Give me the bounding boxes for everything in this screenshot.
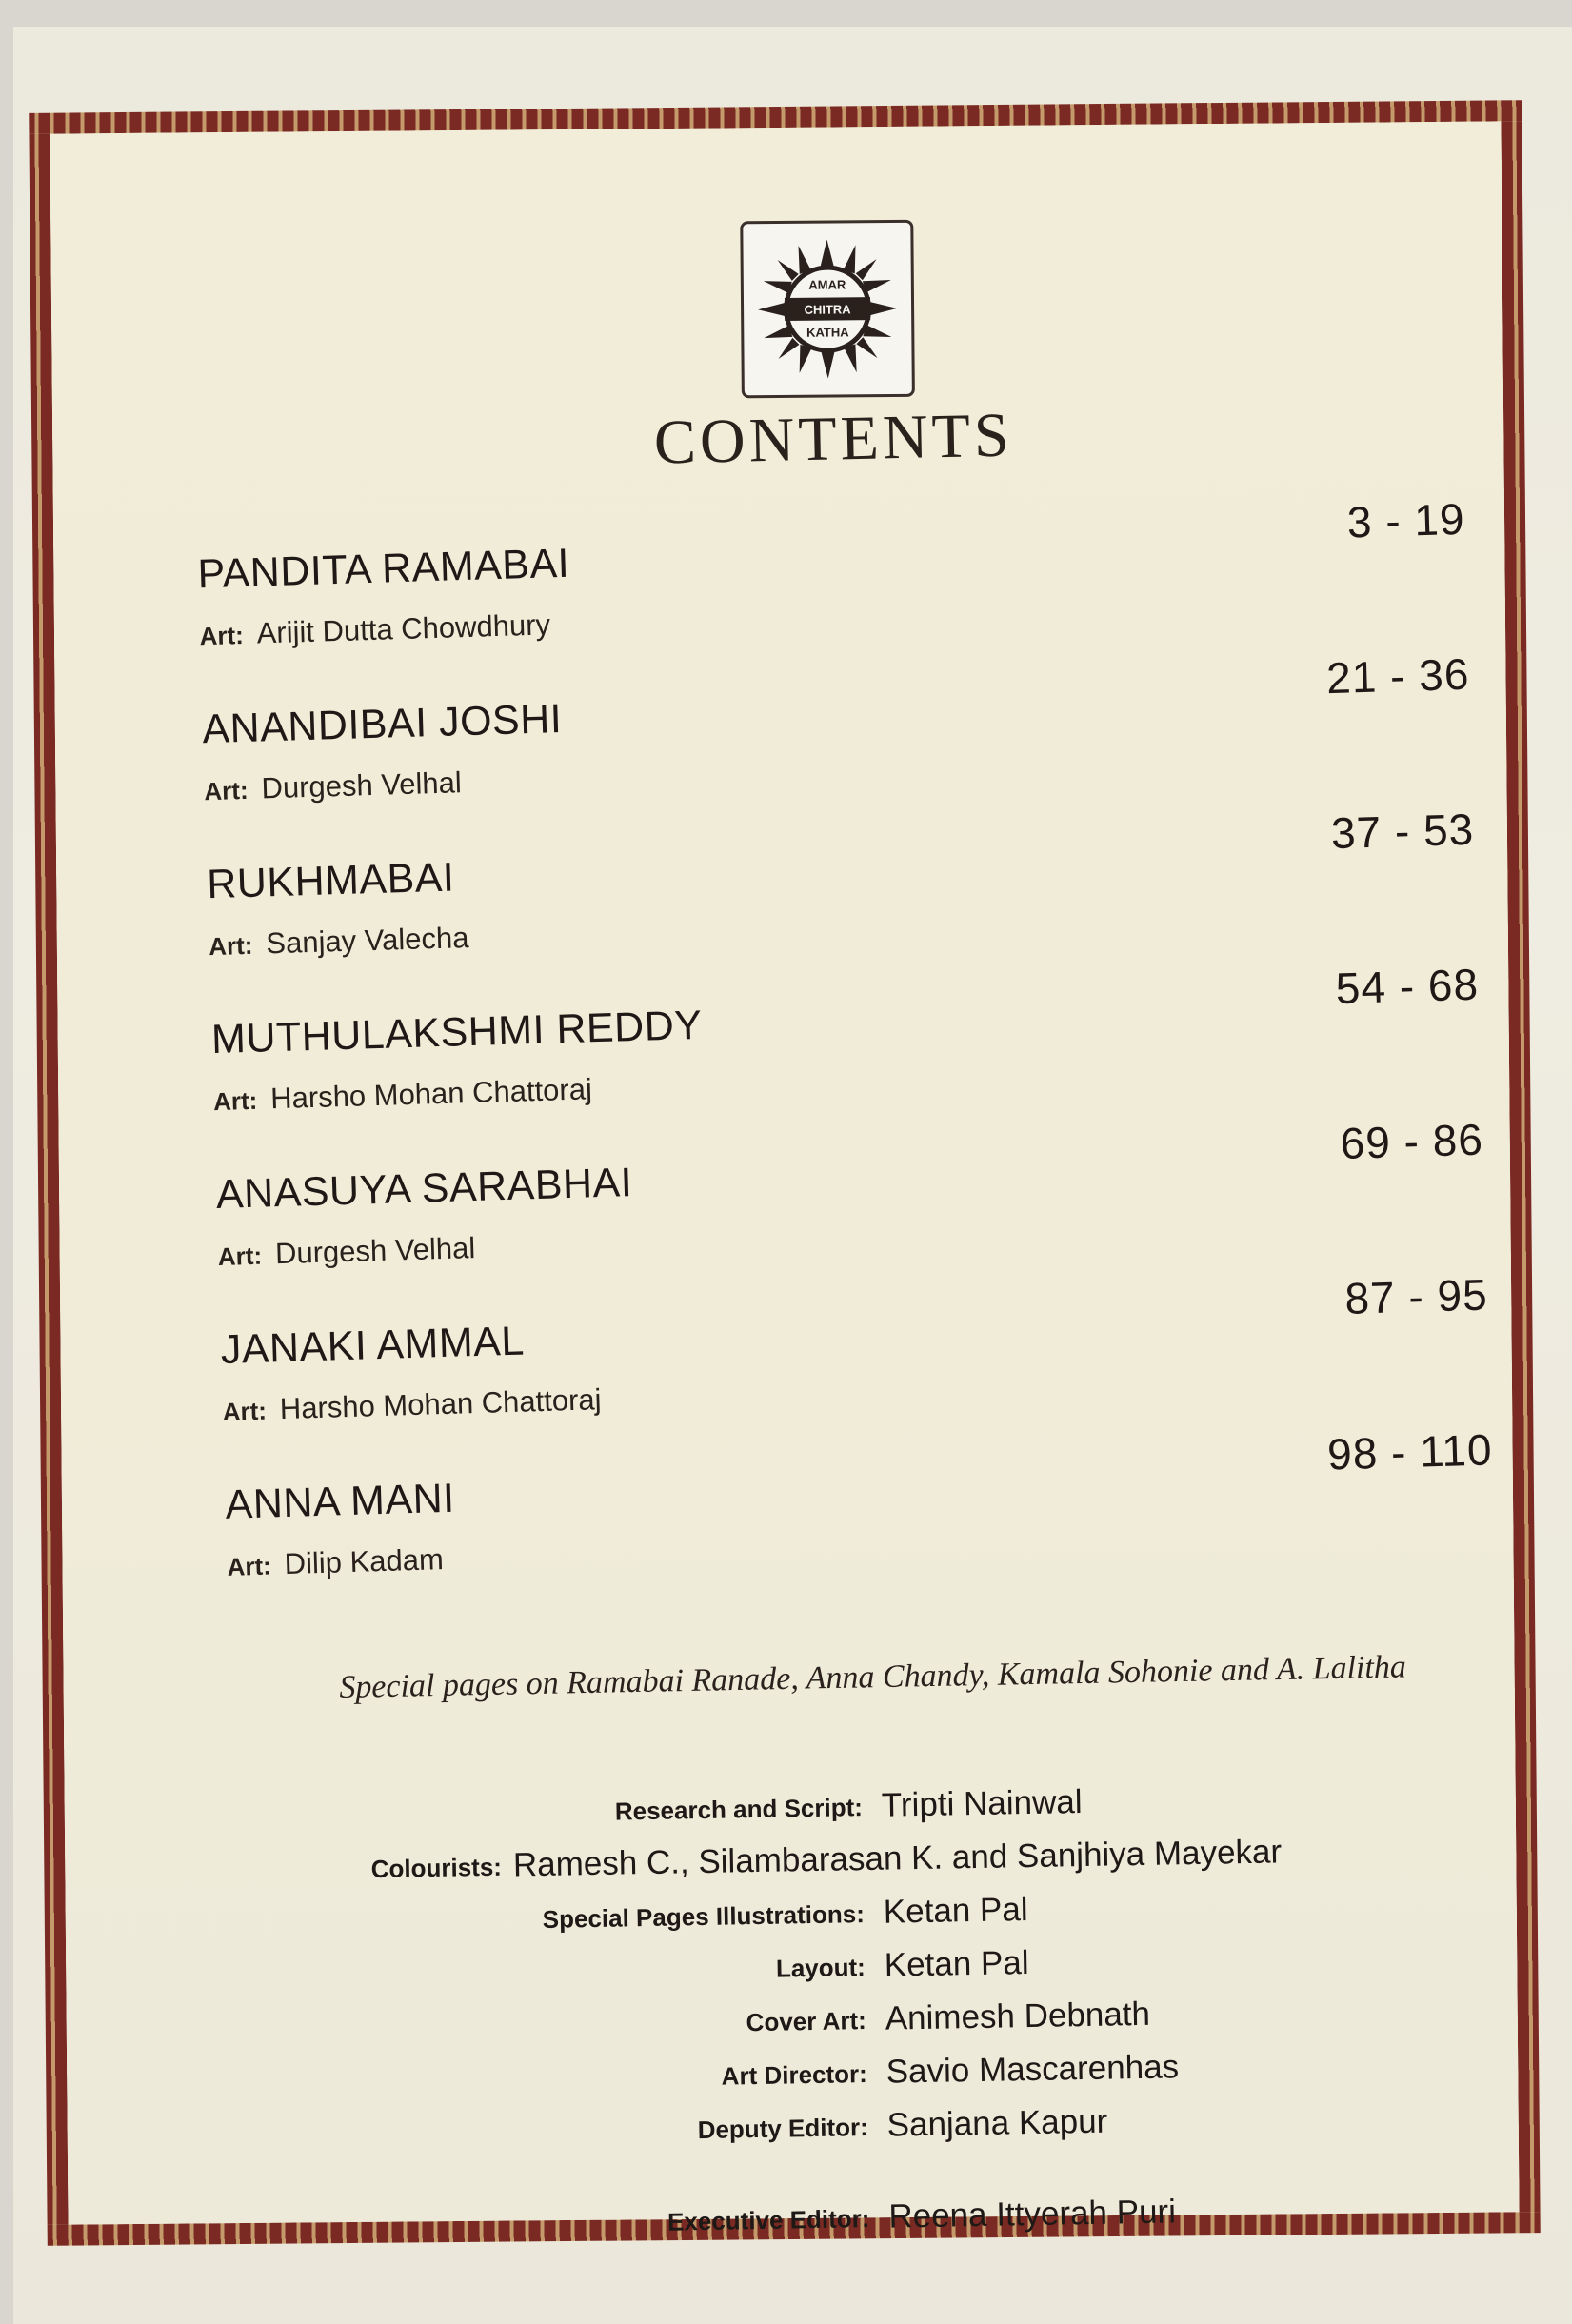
page-range: 69 - 86 — [1339, 1114, 1484, 1168]
credit-value: Ketan Pal — [884, 1944, 1029, 1984]
logo-line1: AMAR — [808, 277, 846, 292]
credit-value: Ramesh C., Silambarasan K. and Sanjhiya Mayekar — [512, 1833, 1283, 1884]
contents-list — [196, 484, 1542, 1608]
credit-label: Deputy Editor: — [697, 2113, 869, 2145]
story-artist — [227, 1542, 444, 1583]
story-artist — [217, 1231, 475, 1273]
page-range: 98 - 110 — [1326, 1424, 1494, 1480]
art-label: Art: — [217, 1241, 263, 1272]
credit-label: Cover Art: — [746, 2006, 867, 2037]
logo-line3: KATHA — [806, 325, 849, 340]
credit-value: Savio Mascarenhas — [885, 2048, 1180, 2091]
art-label: Art: — [212, 1085, 258, 1117]
sun-emblem-icon — [755, 237, 899, 381]
contents-page — [50, 121, 1519, 2236]
page-range: 3 - 19 — [1346, 493, 1466, 547]
artist-name: Harsho Mohan Chattoraj — [269, 1072, 593, 1116]
logo-line2: CHITRA — [804, 302, 851, 317]
credit-value: Ketan Pal — [883, 1891, 1028, 1931]
art-label: Art: — [208, 930, 253, 962]
credit-label: Research and Script: — [614, 1793, 864, 1826]
artist-name: Arijit Dutta Chowdhury — [256, 607, 551, 650]
story-title: JANAKI AMMAL — [220, 1318, 526, 1373]
story-title: PANDITA RAMABAI — [196, 540, 570, 598]
artist-name: Harsho Mohan Chattoraj — [279, 1382, 602, 1426]
credit-value: Animesh Debnath — [885, 1995, 1151, 2037]
credit-label: Art Director: — [721, 2059, 868, 2091]
credit-value: Sanjana Kapur — [886, 2102, 1108, 2144]
artist-name: Durgesh Velhal — [274, 1231, 476, 1271]
art-label: Art: — [199, 620, 245, 651]
art-label: Art: — [222, 1396, 268, 1426]
story-title: ANNA MANI — [224, 1475, 456, 1528]
credit-label: Executive Editor: — [667, 2203, 870, 2236]
credit-label: Layout: — [775, 1953, 866, 1983]
art-label: Art: — [203, 775, 249, 806]
page-range: 54 - 68 — [1335, 959, 1480, 1014]
decorative-frame — [29, 100, 1540, 2246]
credits-list — [215, 1775, 1461, 2261]
page-range: 37 - 53 — [1330, 804, 1475, 859]
artist-name: Sanjay Valecha — [265, 921, 469, 961]
story-artist — [199, 607, 551, 652]
credit-label: Special Pages Illustrations: — [542, 1899, 866, 1934]
art-label: Art: — [227, 1551, 272, 1581]
credit-value: Reena Ittyerah Puri — [888, 2193, 1177, 2235]
page-range: 87 - 95 — [1343, 1269, 1489, 1323]
page-title: CONTENTS — [653, 400, 1014, 478]
page-range: 21 - 36 — [1325, 648, 1471, 704]
artist-name: Durgesh Velhal — [261, 765, 463, 805]
story-title: MUTHULAKSHMI REDDY — [210, 1002, 704, 1063]
story-artist — [222, 1382, 602, 1428]
story-artist — [204, 765, 462, 807]
story-title: RUKHMABAI — [206, 854, 456, 908]
story-artist — [212, 1072, 592, 1118]
credit-value: Tripti Nainwal — [881, 1783, 1083, 1824]
story-title: ANANDIBAI JOSHI — [201, 696, 563, 753]
story-artist — [209, 921, 469, 963]
artist-name: Dilip Kadam — [284, 1542, 445, 1581]
special-pages-note: Special pages on Ramabai Ranade, Anna Chandy, Kamala Sohonie and A. Lalitha — [339, 1649, 1407, 1705]
credit-label: Colourists: — [370, 1852, 503, 1884]
amar-chitra-katha-logo — [740, 220, 915, 399]
story-title: ANASUYA SARABHAI — [215, 1160, 633, 1219]
